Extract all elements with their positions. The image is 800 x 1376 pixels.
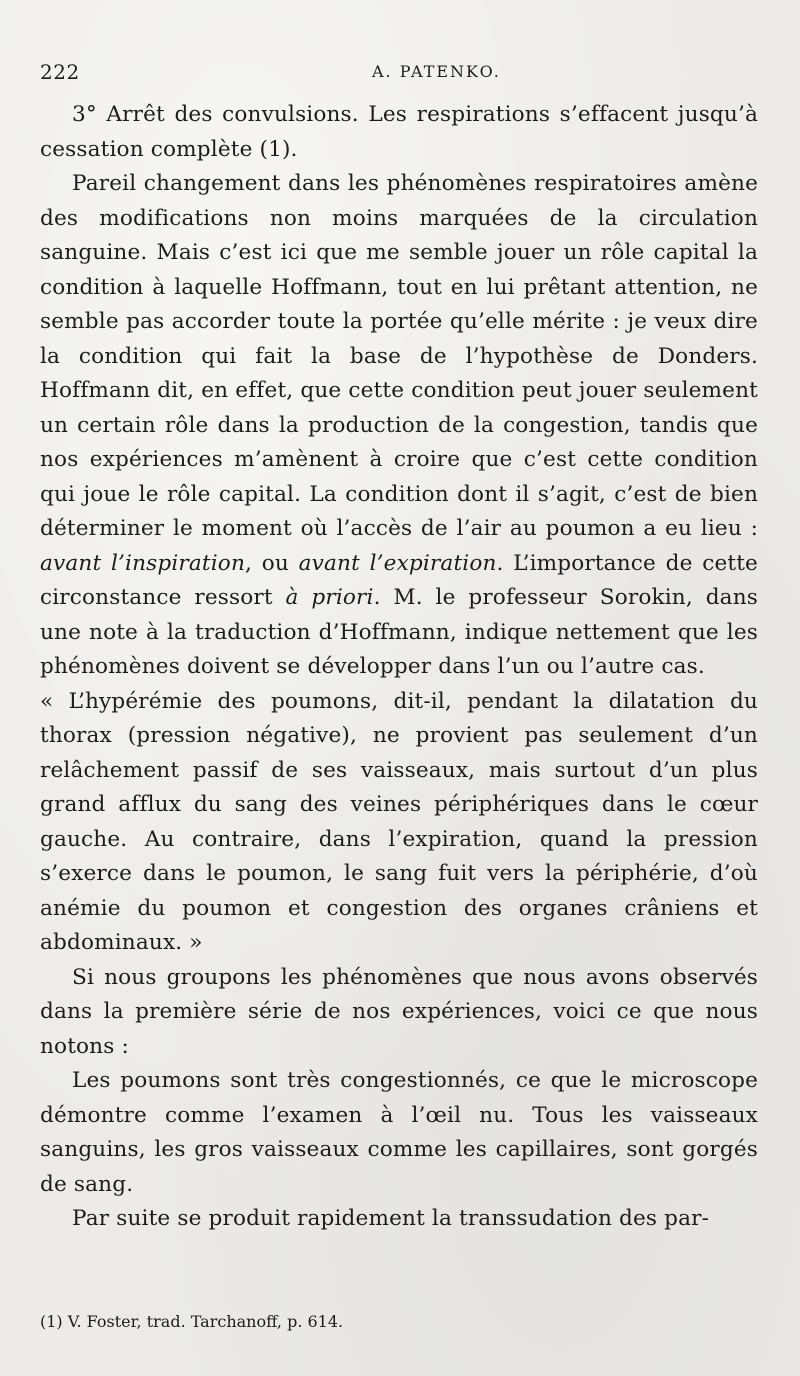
paragraph-4: Si nous groupons les phénomènes que nous avons observés dans la première série de nos expériences, voici ce que nous notons : [40, 964, 758, 1059]
page-number: 222 [40, 60, 80, 84]
footnote: (1) V. Foster, trad. Tarchanoff, p. 614. [40, 1312, 344, 1331]
running-head-author: A. PATENKO. [372, 62, 501, 81]
paragraph-2-mid-1: , ou [245, 550, 299, 576]
paragraph-2-tail: . M. le professeur Sorokin, dans une note à la traduction d’Hoffmann, indique nettement que les phénomènes doivent se développer dans l’un ou l’autre cas. [40, 585, 758, 679]
paragraph-2-italic-1: avant l’inspiration [40, 550, 246, 576]
body-text [40, 98, 758, 1237]
paragraph-1: 3° Arrêt des convulsions. Les respirations s’effacent jusqu’à cessation complète (1). [40, 102, 758, 162]
paragraph-2-italic-3: à priori [285, 585, 374, 610]
running-head [40, 60, 760, 90]
paragraph-6: Par suite se produit rapidement la transsudation des par- [72, 1206, 710, 1231]
paragraph-2 [40, 167, 758, 685]
paragraph-5: Les poumons sont très congestionnés, ce que le microscope démontre comme l’examen à l’œil nu. Tous les vaisseaux sanguins, les gros vaisseaux comme les capillaires, sont gorgés de sang. [40, 1068, 758, 1197]
paragraph-3: « L’hypérémie des poumons, dit-il, pendant la dilatation du thorax (pression négative), ne provient pas seulement d’un relâchement passif de ses vaisseaux, mais surtout d’un plus grand afflux du sang des veines périphériques dans le cœur gauche. Au contraire, dans l’expiration, quand la pression s’exerce dans le poumon, le sang fuit vers la périphérie, d’où anémie du poumon et congestion des organes crâniens et abdominaux. » [40, 688, 758, 955]
paragraph-2-italic-2: avant l’expiration [298, 550, 497, 576]
footnote-rule [40, 1300, 210, 1301]
paragraph-2-mid-2: . L’importance de cette circonstance ressort [40, 550, 758, 610]
paragraph-2-text: Pareil changement dans les phénomènes respiratoires amène des modifications non moins marquées de la circulation sanguine. Mais c’est ici que me semble jouer un rôle capital la condition à laquelle Hoffmann, tout en lui prêtant attention, ne semble pas accorder toute la portée qu’elle mérite : je veux dire la condition qui fait la base de l’hypothèse de Donders. Hoffmann dit, en effet, que cette condition peut jouer seulement un certain rôle dans la production de la congestion, tandis que nos expériences m’amènent à croire que c’est cette condition qui joue le rôle capital. La condition dont il s’agit, c’est de bien déterminer le moment où l’accès de l’air au poumon a eu lieu : [40, 171, 758, 541]
